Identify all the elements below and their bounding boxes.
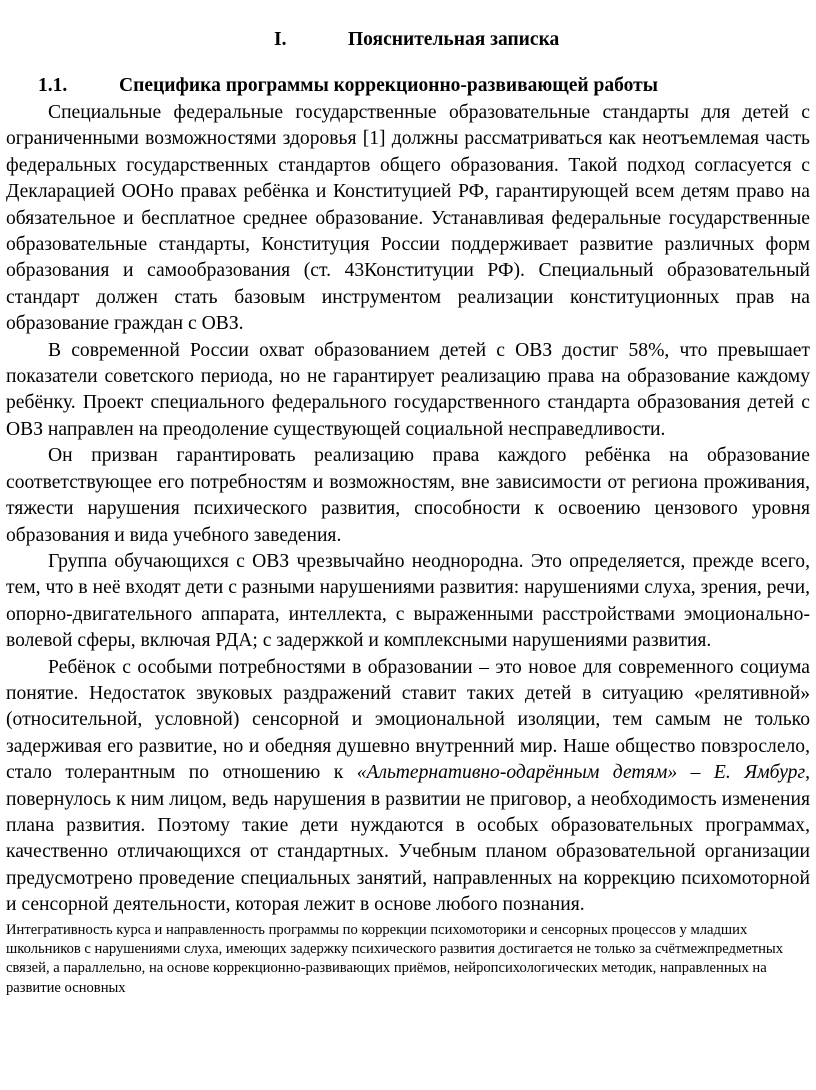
paragraph-special-needs-end: повернулось к ним лицом, ведь нарушения в развитии не приговор, а необходимость изменения плана развития. Поэтому такие дети нуждаются в особых образовательных программах, качественно отличающихся от стандартных. Учебным планом образовательной организации предусмотрено проведение специальных занятий, направленных на коррекцию психомоторной и сенсорной деятельности, которая лежит в основе любого познания. <box>6 788 810 916</box>
subsection-title: Специфика программы коррекционно-развивающей работы <box>119 75 658 96</box>
paragraph-special-needs-quote: «Альтернативно-одарённым детям» – Е. Ямбург, <box>356 762 810 784</box>
section-title: Пояснительная записка <box>348 29 560 50</box>
subsection-heading <box>6 72 810 100</box>
paragraph-coverage: В современной России охват образованием детей с ОВЗ достиг 58%, что превышает показатели советского периода, но не гарантирует реализацию права на образование каждому ребёнку. Проект специального федерального государственного стандарта образования детей с ОВЗ направлен на преодоление существующей социальной несправедливости. <box>6 339 810 440</box>
footnote-text: Интегративность курса и направленность программы по коррекции психомоторики и сенсорных процессов у младших школьников с нарушениями слуха, имеющих задержку психического развития достигается не только за счётмежпредметных связей, а параллельно, на основе коррекционно-развивающих приёмов, нейропсихологических методик, направленных на развитие основных <box>6 921 783 996</box>
section-heading <box>6 26 810 54</box>
paragraph-special-needs <box>6 655 810 919</box>
paragraph-heterogeneity: Группа обучающихся с ОВЗ чрезвычайно неоднородна. Это определяется, прежде всего, тем, что в неё входят дети с разными нарушениями развития: нарушениями слуха, зрения, речи, опорно-двигательного аппарата, интеллекта, с выраженными расстройствами эмоционально-волевой сферы, включая РДА; с задержкой и комплексными нарушениями развития. <box>6 550 810 652</box>
paragraph-standards: Специальные федеральные государственные образовательные стандарты для детей с ограниченными возможностями здоровья [1] должны рассматриваться как неотъемлемая часть федеральных государственных стандартов общего образования. Такой подход согласуется с Декларацией ООНо правах ребёнка и Конституцией РФ, гарантирующей всем детям право на обязательное и бесплатное среднее образование. Устанавливая федеральные государственные образовательные стандарты, Конституция России поддерживает развитие различных форм образования и самообразования (ст. 43Конституции РФ). Специальный образовательный стандарт должен стать базовым инструментом реализации конституционных прав на образование граждан с ОВЗ. <box>6 102 810 335</box>
paragraph-special-needs-start: Ребёнок с особыми потребностями в образовании – это новое для современного социума понятие. Недостаток звуковых раздражений ставит таких детей в ситуацию «релятивной» (относительной, условной) сенсорной и эмоциональной изоляции, тем самым не только задерживая его развитие, но и обедняя душевно внутренний мир. Наше общество повзрослело, стало толерантным по отношению к <box>6 656 810 784</box>
section-number: I. <box>274 29 287 50</box>
subsection-number: 1.1. <box>38 75 68 96</box>
paragraph-guarantee: Он призван гарантировать реализацию права каждого ребёнка на образование соответствующее его потребностям и возможностям, вне зависимости от региона проживания, тяжести нарушения психического развития, способности к освоению цензового уровня образования и вида учебного заведения. <box>6 445 810 546</box>
